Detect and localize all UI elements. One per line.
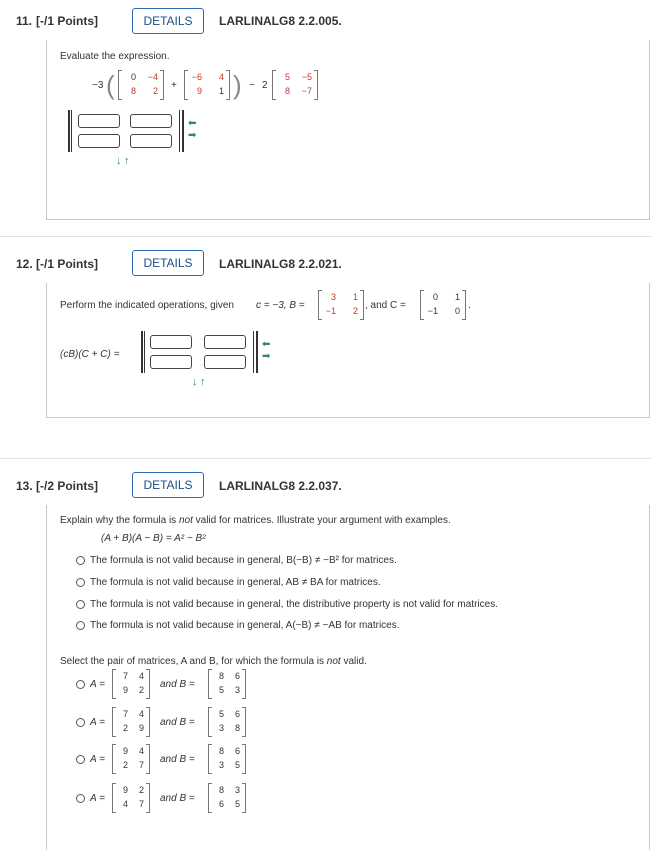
- q13-option-1-radio[interactable]: [76, 556, 85, 565]
- q12-and-c: , and C =: [365, 300, 406, 311]
- q13-pair-2-matrix-b: 5 6 3 8: [208, 707, 246, 737]
- q13-pair-4-matrix-b: 8 3 6 5: [208, 783, 246, 813]
- q12-remove-row-icon[interactable]: ↑: [200, 376, 206, 388]
- q13-option-4-label[interactable]: The formula is not valid because in general, A(−B) ≠ −AB for matrices.: [90, 620, 400, 631]
- q11-matrix-1: 0 −4 8 2: [118, 70, 164, 100]
- q11-points: [-/1 Points]: [36, 14, 98, 28]
- q13-option-4-radio[interactable]: [76, 621, 85, 630]
- q11-coef1: −3: [92, 80, 104, 91]
- q11-answer-r1c1[interactable]: [78, 114, 120, 128]
- q13-pair-1-b-label: and B =: [160, 679, 195, 690]
- q12-answer-r2c2[interactable]: [204, 355, 246, 369]
- q13-pair-4-radio[interactable]: [76, 794, 85, 803]
- q12-grid-left-bar: [141, 331, 143, 373]
- q12-number: 12.: [16, 257, 33, 271]
- q13-pair-1-a-label: A =: [90, 679, 105, 690]
- q12-answer-r1c2[interactable]: [204, 335, 246, 349]
- q12-remove-column-icon[interactable]: ⬅: [262, 339, 271, 350]
- q13-option-1-label[interactable]: The formula is not valid because in general, B(−B) ≠ −B² for matrices.: [90, 555, 397, 566]
- q11-right-paren: ): [233, 70, 242, 100]
- q13-pair-4-b-label: and B =: [160, 793, 195, 804]
- q12-answer-r1c1[interactable]: [150, 335, 192, 349]
- q11-matrix-3: 5 −5 8 −7: [272, 70, 318, 100]
- q11-left-paren: (: [106, 70, 115, 100]
- q11-problem-code: LARLINALG8 2.2.005.: [219, 14, 342, 28]
- q13-pair-1-radio[interactable]: [76, 680, 85, 689]
- q11-add-column-icon[interactable]: ➡: [188, 130, 197, 141]
- q11-remove-column-icon[interactable]: ⬅: [188, 118, 197, 129]
- q12-details-button[interactable]: DETAILS: [132, 250, 204, 276]
- q13-formula: (A + B)(A − B) = A² − B²: [101, 533, 206, 544]
- q13-pair-2-b-label: and B =: [160, 717, 195, 728]
- q13-pair-4-a-label: A =: [90, 793, 105, 804]
- q13-pair-2-radio[interactable]: [76, 718, 85, 727]
- q13-points: [-/2 Points]: [36, 479, 98, 493]
- q13-pair-1-matrix-b: 8 6 5 3: [208, 669, 246, 699]
- q12-add-row-icon[interactable]: ↓: [192, 376, 198, 388]
- q11-number: 11.: [16, 14, 33, 28]
- q11-prompt: Evaluate the expression.: [60, 51, 170, 62]
- q11-matrix-2: −6 4 9 1: [184, 70, 230, 100]
- q11-details-button[interactable]: DETAILS: [132, 8, 204, 34]
- q11-answer-r2c2[interactable]: [130, 134, 172, 148]
- q12-prompt: Perform the indicated operations, given: [60, 300, 234, 311]
- q11-minus: −: [249, 80, 255, 91]
- q13-option-2-radio[interactable]: [76, 578, 85, 587]
- q12-points: [-/1 Points]: [36, 257, 98, 271]
- q13-pair-4-matrix-a: 9 2 4 7: [112, 783, 150, 813]
- q12-grid-right-bar-inner: [253, 331, 254, 373]
- q12-matrix-c: 0 1 −1 0: [420, 290, 466, 320]
- q13-pair-3-radio[interactable]: [76, 755, 85, 764]
- q13-number: 13.: [16, 479, 33, 493]
- q13-option-3-radio[interactable]: [76, 600, 85, 609]
- q12-expression: (cB)(C + C) =: [60, 349, 120, 360]
- q11-panel: [46, 40, 650, 220]
- q11-answer-r2c1[interactable]: [78, 134, 120, 148]
- q11-grid-left-bar: [68, 110, 70, 152]
- q13-option-2-label[interactable]: The formula is not valid because in general, AB ≠ BA for matrices.: [90, 577, 381, 588]
- q13-option-3-label[interactable]: The formula is not valid because in general, the distributive property is not valid for matrices.: [90, 599, 498, 610]
- q12-grid-left-bar-inner: [144, 331, 145, 373]
- q11-grid-left-bar-inner: [71, 110, 72, 152]
- q13-pair-2-matrix-a: 7 4 2 9: [112, 707, 150, 737]
- q11-grid-right-bar-inner: [179, 110, 180, 152]
- q12-answer-r2c1[interactable]: [150, 355, 192, 369]
- q13-problem-code: LARLINALG8 2.2.037.: [219, 479, 342, 493]
- q12-add-column-icon[interactable]: ➡: [262, 351, 271, 362]
- q12-period: .: [468, 300, 471, 311]
- q12-matrix-b: 3 1 −1 2: [318, 290, 364, 320]
- q11-coef2: 2: [262, 80, 268, 91]
- q11-grid-right-bar: [182, 110, 184, 152]
- q13-pair-3-matrix-b: 8 6 3 5: [208, 744, 246, 774]
- q11-plus: +: [171, 80, 177, 91]
- q13-pair-3-a-label: A =: [90, 754, 105, 765]
- q13-pair-3-matrix-a: 9 4 2 7: [112, 744, 150, 774]
- q11-remove-row-icon[interactable]: ↑: [124, 155, 130, 167]
- q13-details-button[interactable]: DETAILS: [132, 472, 204, 498]
- q13-pair-3-b-label: and B =: [160, 754, 195, 765]
- q13-pair-1-matrix-a: 7 4 9 2: [112, 669, 150, 699]
- q12-grid-right-bar: [256, 331, 258, 373]
- q11-add-row-icon[interactable]: ↓: [116, 155, 122, 167]
- q13-select-prompt: Select the pair of matrices, A and B, for which the formula is not valid.: [60, 656, 367, 667]
- q13-prompt: Explain why the formula is not valid for matrices. Illustrate your argument with examples.: [60, 515, 451, 526]
- q12-given-c-b: c = −3, B =: [256, 300, 305, 311]
- q13-pair-2-a-label: A =: [90, 717, 105, 728]
- q12-problem-code: LARLINALG8 2.2.021.: [219, 257, 342, 271]
- q11-answer-r1c2[interactable]: [130, 114, 172, 128]
- q11-divider: [0, 236, 651, 237]
- q12-divider: [0, 458, 651, 459]
